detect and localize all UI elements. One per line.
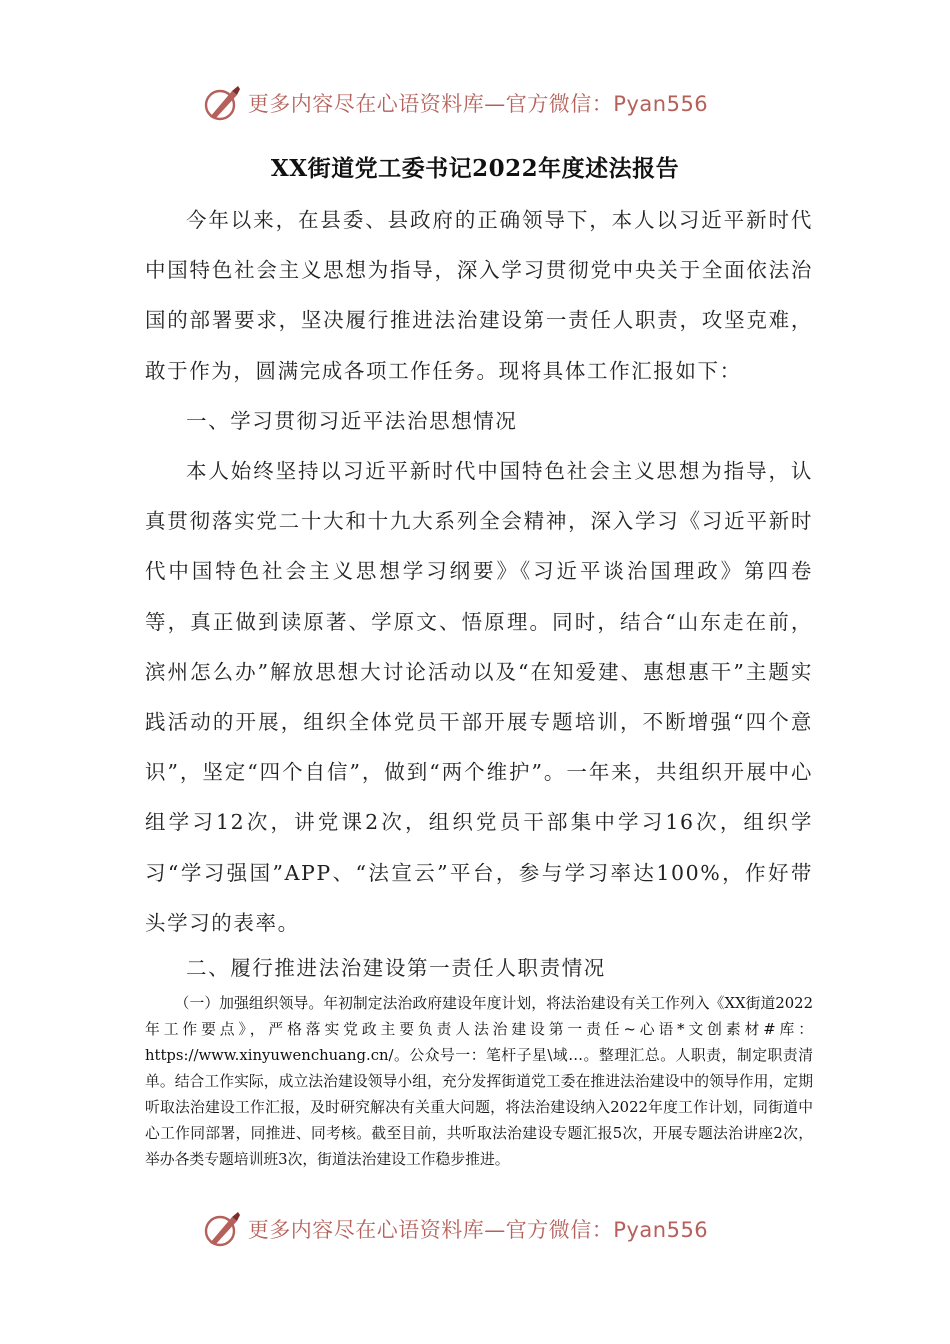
document-title: XX街道党工委书记2022年度述法报告 (270, 155, 680, 182)
pen-nib-circle-logo-icon (202, 1209, 242, 1249)
watermark-banner-bottom (0, 1204, 950, 1254)
watermark-text: 更多内容尽在心语资料库—官方微信：Pyan556 (247, 92, 709, 116)
section1-heading: 一、学习贯彻习近平法治思想情况 (186, 409, 518, 433)
section2-subsection1-paragraph: （一）加强组织领导。年初制定法治政府建设年度计划，将法治建设有关工作列入《XX街道2022年工作要点》，严格落实党政主要负责人法治建设第一责任~心语*文创素材#库：https://www.xinyuwenchuang.cn/。公众号一：笔杆子星\域…。整理汇总。人职责，制定职责清单。结合工作实际，成立法治建设领导小组，充分发挥街道党工委在推进法治建设中的领导作用，定期听取法治建设工作汇报，及时研究解决有关重大问题，将法治建设纳入2022年度工作计划，同街道中心工作同部署，同推进、同考核。截至目前，共听取法治建设专题汇报5次，开展专题法治讲座2次，举办各类专题培训班3次，街道法治建设工作稳步推进。 (145, 995, 813, 1168)
watermark-banner-top (0, 78, 950, 128)
watermark-text: 更多内容尽在心语资料库—官方微信：Pyan556 (247, 1218, 709, 1242)
pen-nib-circle-logo-icon (202, 83, 242, 123)
section1-paragraph: 本人始终坚持以习近平新时代中国特色社会主义思想为指导，认真贯彻落实党二十大和十九大系列全会精神，深入学习《习近平新时代中国特色社会主义思想学习纲要》《习近平谈治国理政》第四卷等，真正做到读原著、学原文、悟原理。同时，结合“山东走在前，滨州怎么办”解放思想大讨论活动以及“在知爱建、惠想惠干”主题实践活动的开展，组织全体党员干部开展专题培训，不断增强“四个意识”，坚定“四个自信”，做到“两个维护”。一年来，共组织开展中心组学习12次，讲党课2次，组织党员干部集中学习16次，组织学习“学习强国”APP、“法宣云”平台，参与学习率达100%，作好带头学习的表率。 (145, 459, 813, 935)
intro-paragraph: 今年以来，在县委、县政府的正确领导下，本人以习近平新时代中国特色社会主义思想为指导，深入学习贯彻党中央关于全面依法治国的部署要求，坚决履行推进法治建设第一责任人职责，攻坚克难，敢于作为，圆满完成各项工作任务。现将具体工作汇报如下： (145, 208, 813, 383)
section2-heading: 二、履行推进法治建设第一责任人职责情况 (186, 956, 606, 980)
